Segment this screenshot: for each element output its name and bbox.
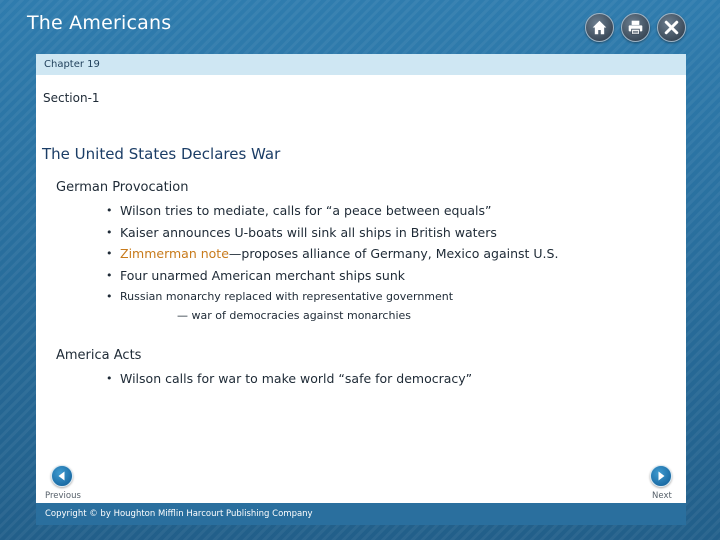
list-item: • Four unarmed American merchant ships sunk [106,267,558,289]
list-item: • Wilson tries to mediate, calls for “a peace between equals” [106,202,558,224]
close-icon [664,20,679,35]
arrow-right-icon [655,470,667,482]
print-icon [627,19,644,36]
bullet-subline: — war of democracies against monarchies [177,309,412,322]
section-label: Section-1 [43,91,100,105]
list-item: • Wilson calls for war to make world “safe for democracy” [106,370,472,392]
previous-button[interactable] [51,465,73,487]
copyright-text: Copyright © by Houghton Mifflin Harcourt Publishing Company [45,509,313,519]
bullet-list-america-acts [106,370,472,392]
home-button[interactable] [585,13,614,42]
list-item: • Russian monarchy replaced with representative government [106,288,558,310]
previous-label[interactable]: Previous [45,491,81,501]
list-item: • Zimmerman note—proposes alliance of Germany, Mexico against U.S. [106,245,558,267]
next-label[interactable]: Next [652,491,672,501]
close-button[interactable] [657,13,686,42]
app-title: The Americans [27,12,172,34]
slide-title: The United States Declares War [42,145,281,163]
list-item: • Kaiser announces U-boats will sink all ships in British waters [106,224,558,246]
chapter-label: Chapter 19 [44,59,100,70]
slide-content [36,75,686,503]
arrow-left-icon [56,470,68,482]
next-button[interactable] [650,465,672,487]
bullet-list-german-provocation [106,202,558,310]
highlight-term: Zimmerman note [120,246,229,261]
copyright-bar [36,503,686,525]
group-heading-america-acts: America Acts [56,348,142,363]
print-button[interactable] [621,13,650,42]
home-icon [591,19,608,36]
chapter-bar [36,54,686,75]
group-heading-german-provocation: German Provocation [56,180,189,195]
